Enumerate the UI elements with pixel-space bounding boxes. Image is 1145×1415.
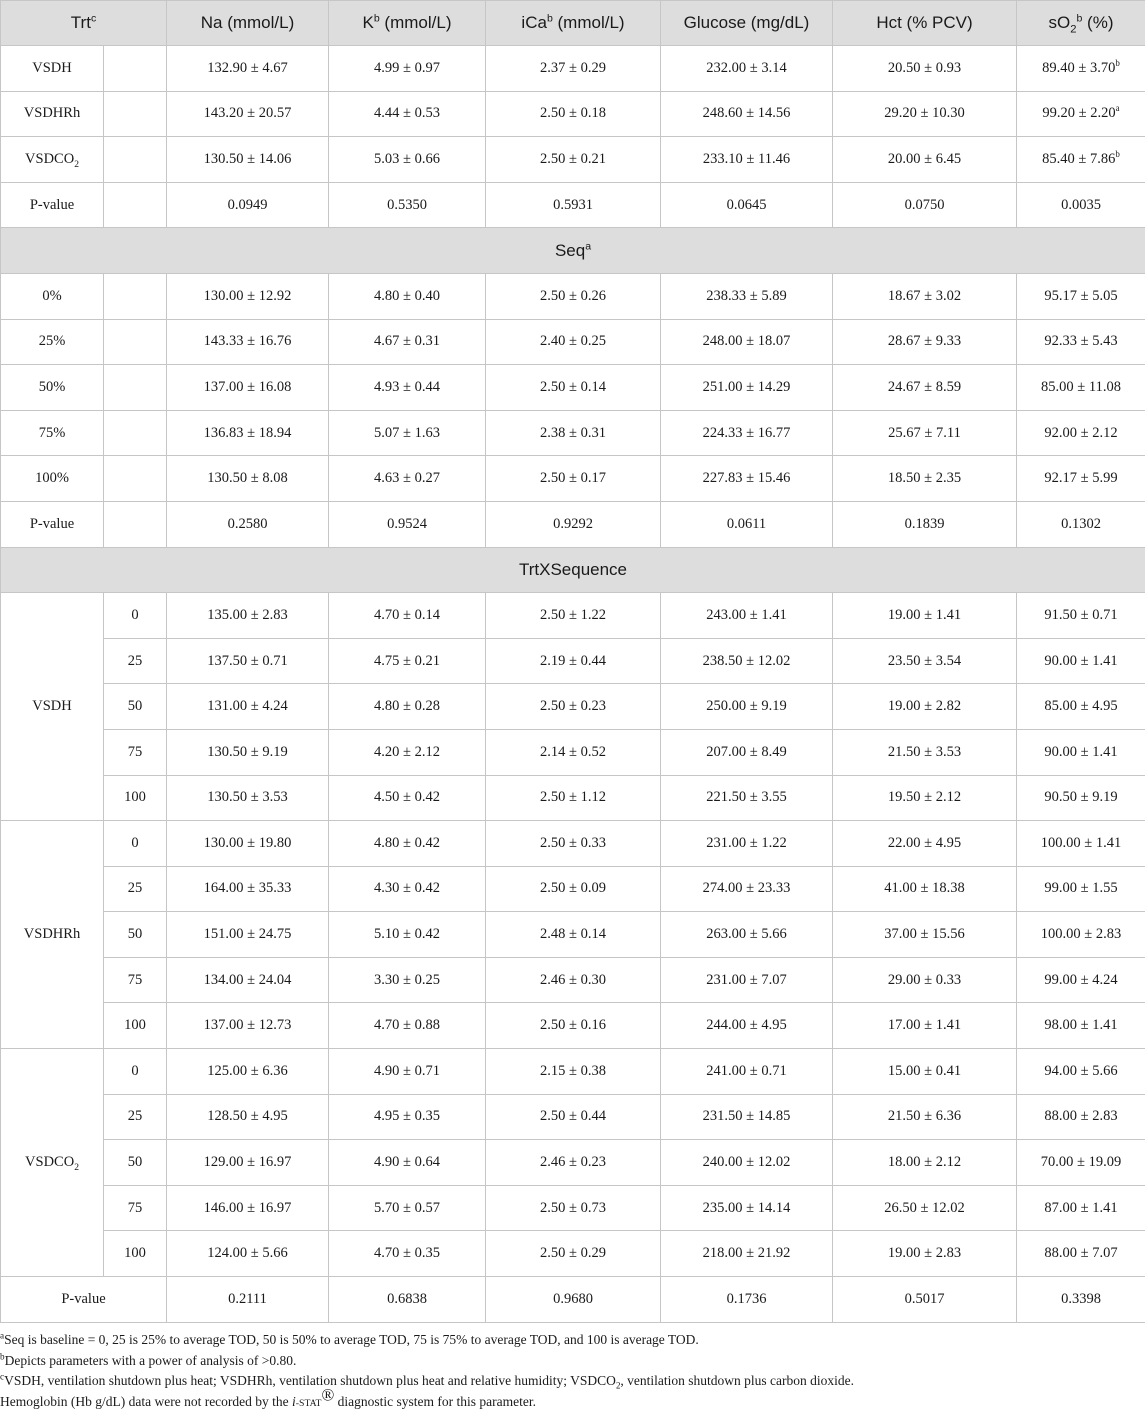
ica-cell: 2.37 ± 0.29: [486, 46, 661, 92]
row-label: 75%: [1, 410, 104, 456]
table-row: [1, 365, 1145, 411]
so2-cell: 90.00 ± 1.41: [1017, 729, 1145, 775]
hct-cell: 15.00 ± 0.41: [833, 1049, 1017, 1095]
k-cell: 4.90 ± 0.71: [329, 1049, 486, 1095]
na-cell: 134.00 ± 24.04: [167, 957, 329, 1003]
table-row: [1, 410, 1145, 456]
hct-cell: 29.00 ± 0.33: [833, 957, 1017, 1003]
row-label: VSDH: [1, 46, 104, 92]
na-cell: 128.50 ± 4.95: [167, 1094, 329, 1140]
table-row: [1, 684, 1145, 730]
glucose-cell: 274.00 ± 23.33: [661, 866, 833, 912]
so2-cell: 91.50 ± 0.71: [1017, 593, 1145, 639]
na-cell: 0.0949: [167, 182, 329, 228]
hct-cell: 18.67 ± 3.02: [833, 273, 1017, 319]
section-header-seq: [1, 228, 1145, 274]
ica-cell: 0.9292: [486, 501, 661, 547]
na-cell: 131.00 ± 4.24: [167, 684, 329, 730]
glucose-cell: 232.00 ± 3.14: [661, 46, 833, 92]
hct-cell: 20.00 ± 6.45: [833, 137, 1017, 183]
table-row: [1, 729, 1145, 775]
seq-cell: 0: [104, 821, 167, 867]
so2-cell: 99.00 ± 4.24: [1017, 957, 1145, 1003]
section-title: TrtXSequence: [1, 547, 1145, 593]
glucose-cell: 0.0611: [661, 501, 833, 547]
na-cell: 132.90 ± 4.67: [167, 46, 329, 92]
so2-cell: 89.40 ± 3.70$^b$: [1017, 46, 1145, 92]
glucose-cell: 248.00 ± 18.07: [661, 319, 833, 365]
ica-cell: 0.9680: [486, 1277, 661, 1323]
ica-cell: 2.50 ± 0.16: [486, 1003, 661, 1049]
na-cell: 146.00 ± 16.97: [167, 1185, 329, 1231]
row-label: 25%: [1, 319, 104, 365]
seq-cell: 100: [104, 1003, 167, 1049]
k-cell: 5.03 ± 0.66: [329, 137, 486, 183]
row-label: P-value: [1, 1277, 167, 1323]
na-cell: 130.50 ± 9.19: [167, 729, 329, 775]
seq-cell: 50: [104, 912, 167, 958]
glucose-cell: 241.00 ± 0.71: [661, 1049, 833, 1095]
k-cell: 4.90 ± 0.64: [329, 1140, 486, 1186]
glucose-cell: 221.50 ± 3.55: [661, 775, 833, 821]
seq-cell: 25: [104, 866, 167, 912]
glucose-cell: 231.00 ± 7.07: [661, 957, 833, 1003]
header-hct: Hct (% PCV): [833, 1, 1017, 46]
na-cell: 137.00 ± 16.08: [167, 365, 329, 411]
so2-cell: 87.00 ± 1.41: [1017, 1185, 1145, 1231]
k-cell: 4.70 ± 0.35: [329, 1231, 486, 1277]
table-row: [1, 1231, 1145, 1277]
pvalue-row: [1, 1277, 1145, 1323]
k-cell: 4.67 ± 0.31: [329, 319, 486, 365]
ica-cell: 2.50 ± 0.14: [486, 365, 661, 411]
k-cell: 5.07 ± 1.63: [329, 410, 486, 456]
na-cell: 151.00 ± 24.75: [167, 912, 329, 958]
table-row: [1, 273, 1145, 319]
hct-cell: 21.50 ± 6.36: [833, 1094, 1017, 1140]
ica-cell: 2.46 ± 0.23: [486, 1140, 661, 1186]
so2-cell: 92.17 ± 5.99: [1017, 456, 1145, 502]
group-label: $VSDCO_2$: [1, 1049, 104, 1277]
na-cell: 130.00 ± 12.92: [167, 273, 329, 319]
ica-cell: 2.50 ± 1.22: [486, 593, 661, 639]
so2-cell: 90.00 ± 1.41: [1017, 638, 1145, 684]
header-glucose: Glucose (mg/dL): [661, 1, 833, 46]
na-cell: 143.33 ± 16.76: [167, 319, 329, 365]
k-cell: 4.75 ± 0.21: [329, 638, 486, 684]
seq-cell: 50: [104, 1140, 167, 1186]
k-cell: 0.9524: [329, 501, 486, 547]
table-row: [1, 775, 1145, 821]
so2-cell: 92.33 ± 5.43: [1017, 319, 1145, 365]
na-cell: 143.20 ± 20.57: [167, 91, 329, 137]
glucose-cell: 227.83 ± 15.46: [661, 456, 833, 502]
na-cell: 137.00 ± 12.73: [167, 1003, 329, 1049]
table-row: [1, 821, 1145, 867]
table-row: [1, 638, 1145, 684]
ica-cell: 2.50 ± 0.73: [486, 1185, 661, 1231]
so2-cell: 99.20 ± 2.20$^a$: [1017, 91, 1145, 137]
so2-cell: 88.00 ± 2.83: [1017, 1094, 1145, 1140]
hct-cell: 0.5017: [833, 1277, 1017, 1323]
table-row: [1, 46, 1145, 92]
ica-cell: 2.50 ± 0.09: [486, 866, 661, 912]
header-ica: iCa$^b$ (mmol/L): [486, 1, 661, 46]
k-cell: 4.95 ± 0.35: [329, 1094, 486, 1140]
footnote-hemoglobin: Hemoglobin (Hb g/dL) data were not recorded by the i-STAT® diagnostic system for this parameter.: [0, 1385, 536, 1409]
k-cell: 4.93 ± 0.44: [329, 365, 486, 411]
ica-cell: 2.50 ± 0.33: [486, 821, 661, 867]
k-cell: 4.30 ± 0.42: [329, 866, 486, 912]
na-cell: 0.2111: [167, 1277, 329, 1323]
k-cell: 3.30 ± 0.25: [329, 957, 486, 1003]
hct-cell: 0.1839: [833, 501, 1017, 547]
k-cell: 4.99 ± 0.97: [329, 46, 486, 92]
na-cell: 129.00 ± 16.97: [167, 1140, 329, 1186]
hct-cell: 29.20 ± 10.30: [833, 91, 1017, 137]
hct-cell: 19.00 ± 1.41: [833, 593, 1017, 639]
k-cell: 0.6838: [329, 1277, 486, 1323]
hct-cell: 25.67 ± 7.11: [833, 410, 1017, 456]
header-k: $K^b$ (mmol/L): [329, 1, 486, 46]
na-cell: 130.50 ± 14.06: [167, 137, 329, 183]
k-cell: 4.80 ± 0.28: [329, 684, 486, 730]
glucose-cell: 231.50 ± 14.85: [661, 1094, 833, 1140]
row-label: $VSDCO_2$: [1, 137, 104, 183]
so2-cell: 85.00 ± 11.08: [1017, 365, 1145, 411]
table-row: [1, 866, 1145, 912]
so2-cell: 85.00 ± 4.95: [1017, 684, 1145, 730]
glucose-cell: 224.33 ± 16.77: [661, 410, 833, 456]
so2-cell: 100.00 ± 1.41: [1017, 821, 1145, 867]
row-label: VSDHRh: [1, 91, 104, 137]
row-label: 50%: [1, 365, 104, 411]
na-cell: 130.00 ± 19.80: [167, 821, 329, 867]
glucose-cell: 233.10 ± 11.46: [661, 137, 833, 183]
so2-cell: 88.00 ± 7.07: [1017, 1231, 1145, 1277]
k-cell: 4.44 ± 0.53: [329, 91, 486, 137]
ica-cell: 2.40 ± 0.25: [486, 319, 661, 365]
seq-cell: 0: [104, 1049, 167, 1095]
ica-cell: 2.50 ± 0.17: [486, 456, 661, 502]
glucose-cell: 251.00 ± 14.29: [661, 365, 833, 411]
so2-cell: 95.17 ± 5.05: [1017, 273, 1145, 319]
hct-cell: 37.00 ± 15.56: [833, 912, 1017, 958]
row-label: 0%: [1, 273, 104, 319]
hct-cell: 21.50 ± 3.53: [833, 729, 1017, 775]
glucose-cell: 244.00 ± 4.95: [661, 1003, 833, 1049]
ica-cell: 2.50 ± 0.18: [486, 91, 661, 137]
glucose-cell: 238.33 ± 5.89: [661, 273, 833, 319]
na-cell: 136.83 ± 18.94: [167, 410, 329, 456]
row-label: 100%: [1, 456, 104, 502]
table-row: [1, 1140, 1145, 1186]
table-row: [1, 957, 1145, 1003]
seq-cell: 75: [104, 957, 167, 1003]
k-cell: 4.63 ± 0.27: [329, 456, 486, 502]
glucose-cell: 0.0645: [661, 182, 833, 228]
k-cell: 5.70 ± 0.57: [329, 1185, 486, 1231]
k-cell: 4.80 ± 0.42: [329, 821, 486, 867]
section-title: Seq$^a$: [1, 228, 1145, 274]
table-row: [1, 1185, 1145, 1231]
table-row: [1, 1003, 1145, 1049]
hct-cell: 0.0750: [833, 182, 1017, 228]
glucose-cell: 231.00 ± 1.22: [661, 821, 833, 867]
hct-cell: 18.00 ± 2.12: [833, 1140, 1017, 1186]
hct-cell: 28.67 ± 9.33: [833, 319, 1017, 365]
header-trt: Trt$^c$: [1, 1, 167, 46]
glucose-cell: 243.00 ± 1.41: [661, 593, 833, 639]
so2-cell: 85.40 ± 7.86$^b$: [1017, 137, 1145, 183]
table-row: [1, 137, 1145, 183]
row-label: P-value: [1, 182, 104, 228]
glucose-cell: 240.00 ± 12.02: [661, 1140, 833, 1186]
row-label: P-value: [1, 501, 104, 547]
ica-cell: 0.5931: [486, 182, 661, 228]
k-cell: 4.20 ± 2.12: [329, 729, 486, 775]
hct-cell: 41.00 ± 18.38: [833, 866, 1017, 912]
footnote-c: $^c$VSDH, ventilation shutdown plus heat; VSDHRh, ventilation shutdown plus heat and relative humidity; $VSDCO_2$, ventilation shutdown plus carbon dioxide.: [0, 1371, 854, 1391]
hct-cell: 22.00 ± 4.95: [833, 821, 1017, 867]
so2-cell: 0.1302: [1017, 501, 1145, 547]
hct-cell: 17.00 ± 1.41: [833, 1003, 1017, 1049]
ica-cell: 2.50 ± 0.29: [486, 1231, 661, 1277]
so2-cell: 99.00 ± 1.55: [1017, 866, 1145, 912]
footnote-b: $^b$Depicts parameters with a power of analysis of >0.80.: [0, 1351, 297, 1368]
hct-cell: 26.50 ± 12.02: [833, 1185, 1017, 1231]
na-cell: 124.00 ± 5.66: [167, 1231, 329, 1277]
table-row: [1, 456, 1145, 502]
seq-cell: 0: [104, 593, 167, 639]
ica-cell: 2.14 ± 0.52: [486, 729, 661, 775]
na-cell: 137.50 ± 0.71: [167, 638, 329, 684]
glucose-cell: 0.1736: [661, 1277, 833, 1323]
footnote-a: $^a$Seq is baseline = 0, 25 is 25% to average TOD, 50 is 50% to average TOD, 75 is 75% to average TOD, and 100 is average TOD.: [0, 1330, 699, 1347]
ica-cell: 2.46 ± 0.30: [486, 957, 661, 1003]
na-cell: 130.50 ± 3.53: [167, 775, 329, 821]
table-row: [1, 91, 1145, 137]
seq-cell: 100: [104, 1231, 167, 1277]
glucose-cell: 238.50 ± 12.02: [661, 638, 833, 684]
ica-cell: 2.50 ± 1.12: [486, 775, 661, 821]
k-cell: 4.80 ± 0.40: [329, 273, 486, 319]
hct-cell: 19.50 ± 2.12: [833, 775, 1017, 821]
ica-cell: 2.50 ± 0.21: [486, 137, 661, 183]
seq-cell: 25: [104, 638, 167, 684]
ica-cell: 2.50 ± 0.23: [486, 684, 661, 730]
ica-cell: 2.15 ± 0.38: [486, 1049, 661, 1095]
group-label: VSDH: [1, 593, 104, 821]
so2-cell: 0.3398: [1017, 1277, 1145, 1323]
na-cell: 130.50 ± 8.08: [167, 456, 329, 502]
k-cell: 0.5350: [329, 182, 486, 228]
k-cell: 4.50 ± 0.42: [329, 775, 486, 821]
table-row: [1, 319, 1145, 365]
na-cell: 164.00 ± 35.33: [167, 866, 329, 912]
seq-cell: 25: [104, 1094, 167, 1140]
hct-cell: 19.00 ± 2.83: [833, 1231, 1017, 1277]
table-footnotes: [0, 1330, 1145, 1414]
hct-cell: 24.67 ± 8.59: [833, 365, 1017, 411]
hct-cell: 20.50 ± 0.93: [833, 46, 1017, 92]
glucose-cell: 250.00 ± 9.19: [661, 684, 833, 730]
ica-cell: 2.48 ± 0.14: [486, 912, 661, 958]
pvalue-row: [1, 501, 1145, 547]
table-row: [1, 1094, 1145, 1140]
section-header-trtxsequence: [1, 547, 1145, 593]
glucose-cell: 207.00 ± 8.49: [661, 729, 833, 775]
seq-cell: 75: [104, 729, 167, 775]
hct-cell: 18.50 ± 2.35: [833, 456, 1017, 502]
header-na: Na (mmol/L): [167, 1, 329, 46]
so2-cell: 100.00 ± 2.83: [1017, 912, 1145, 958]
ica-cell: 2.50 ± 0.26: [486, 273, 661, 319]
so2-cell: 90.50 ± 9.19: [1017, 775, 1145, 821]
seq-cell: 75: [104, 1185, 167, 1231]
so2-cell: 0.0035: [1017, 182, 1145, 228]
so2-cell: 70.00 ± 19.09: [1017, 1140, 1145, 1186]
seq-cell: 50: [104, 684, 167, 730]
glucose-cell: 218.00 ± 21.92: [661, 1231, 833, 1277]
header-row: [1, 1, 1145, 46]
table-row: [1, 1049, 1145, 1095]
so2-cell: 94.00 ± 5.66: [1017, 1049, 1145, 1095]
k-cell: 4.70 ± 0.14: [329, 593, 486, 639]
seq-cell: 100: [104, 775, 167, 821]
na-cell: 135.00 ± 2.83: [167, 593, 329, 639]
na-cell: 125.00 ± 6.36: [167, 1049, 329, 1095]
glucose-cell: 248.60 ± 14.56: [661, 91, 833, 137]
table-row: [1, 912, 1145, 958]
k-cell: 5.10 ± 0.42: [329, 912, 486, 958]
glucose-cell: 235.00 ± 14.14: [661, 1185, 833, 1231]
ica-cell: 2.50 ± 0.44: [486, 1094, 661, 1140]
header-so2: $sO_2^b$ (%): [1017, 1, 1145, 46]
group-label: VSDHRh: [1, 821, 104, 1049]
ica-cell: 2.19 ± 0.44: [486, 638, 661, 684]
ica-cell: 2.38 ± 0.31: [486, 410, 661, 456]
k-cell: 4.70 ± 0.88: [329, 1003, 486, 1049]
pvalue-row: [1, 182, 1145, 228]
na-cell: 0.2580: [167, 501, 329, 547]
hct-cell: 23.50 ± 3.54: [833, 638, 1017, 684]
hct-cell: 19.00 ± 2.82: [833, 684, 1017, 730]
table-row: [1, 593, 1145, 639]
so2-cell: 98.00 ± 1.41: [1017, 1003, 1145, 1049]
so2-cell: 92.00 ± 2.12: [1017, 410, 1145, 456]
glucose-cell: 263.00 ± 5.66: [661, 912, 833, 958]
